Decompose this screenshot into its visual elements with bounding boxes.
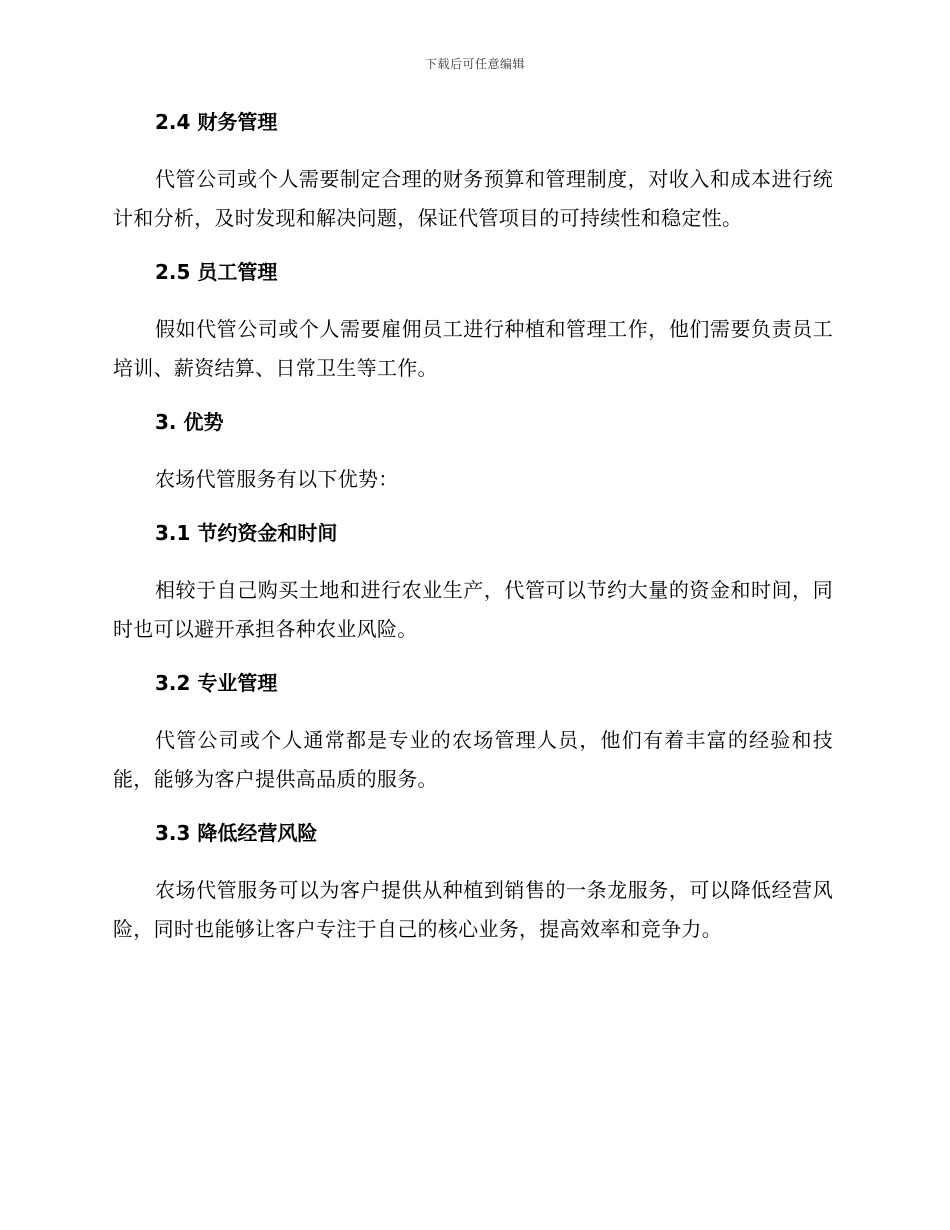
section-paragraph-3-3: 农场代管服务可以为客户提供从种植到销售的一条龙服务，可以降低经营风险，同时也能够让客户专注于自己的核心业务，提高效率和竞争力。 xyxy=(113,878,833,941)
section-heading-3: 3. 优势 xyxy=(155,410,224,434)
section-heading-3-3: 3.3 降低经营风险 xyxy=(155,821,318,845)
header-note: 下载后可任意编辑 xyxy=(424,57,525,71)
section-heading-3-2: 3.2 专业管理 xyxy=(155,671,278,695)
section-paragraph-2-4: 代管公司或个人需要制定合理的财务预算和管理制度，对收入和成本进行统计和分析，及时发现和解决问题，保证代管项目的可持续性和稳定性。 xyxy=(113,167,833,230)
section-paragraph-3: 农场代管服务有以下优势： xyxy=(155,467,399,491)
section-heading-2-5: 2.5 员工管理 xyxy=(155,260,278,284)
section-heading-3-1: 3.1 节约资金和时间 xyxy=(155,521,338,545)
section-heading-2-4: 2.4 财务管理 xyxy=(155,110,278,134)
section-paragraph-3-2: 代管公司或个人通常都是专业的农场管理人员，他们有着丰富的经验和技能，能够为客户提供高品质的服务。 xyxy=(113,728,833,791)
section-paragraph-2-5: 假如代管公司或个人需要雇佣员工进行种植和管理工作，他们需要负责员工培训、薪资结算、日常卫生等工作。 xyxy=(113,317,833,380)
document-body xyxy=(113,108,833,949)
section-paragraph-3-1: 相较于自己购买土地和进行农业生产，代管可以节约大量的资金和时间，同时也可以避开承担各种农业风险。 xyxy=(113,578,833,641)
